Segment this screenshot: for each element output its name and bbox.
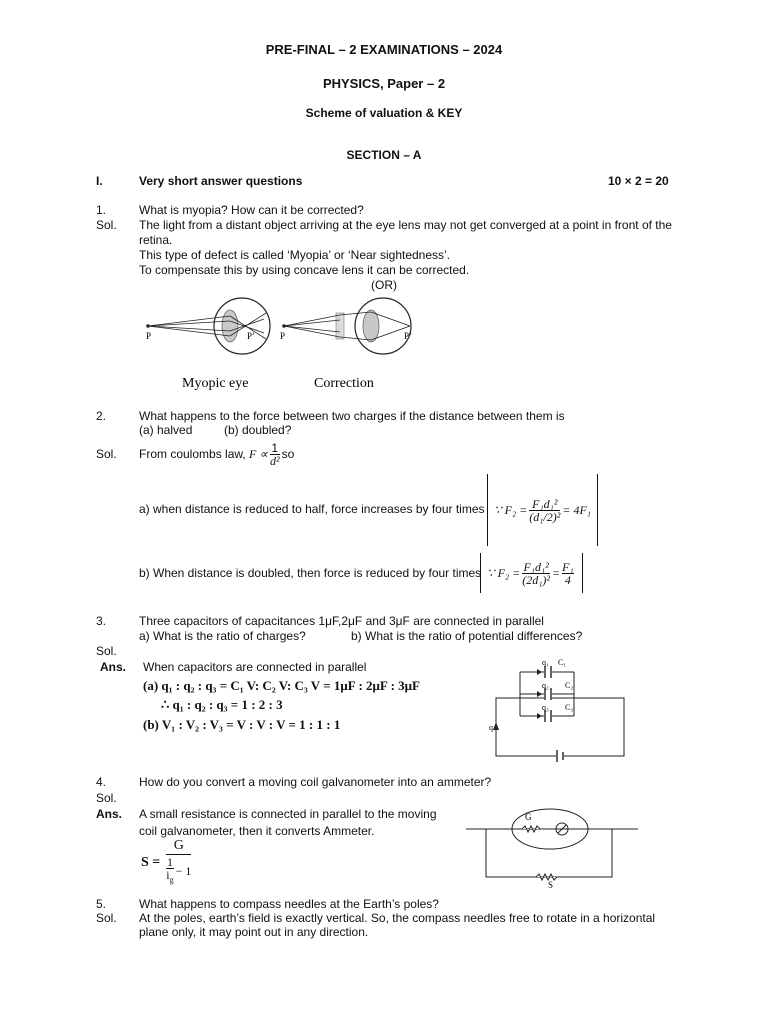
q4-ans-line: coil galvanometer, then it converts Ammeter. [139,824,375,838]
label-p: P [280,331,286,341]
q1-question: What is myopia? How can it be corrected? [139,203,364,217]
q2-equation-b: ∵ F₂ = $\frac{\text{F₁d₁²}}{\text{(2d₁)²}}$ = $\frac{\text{F₁}}{4}$ [480,553,583,593]
q4-shunt-formula: S = G $\frac{1}{i_g}$ − 1 [141,838,192,885]
q4-sol-label: Sol. [96,791,117,805]
q2-coulomb-law [139,439,294,469]
law-prefix: From coulombs law, [139,446,246,461]
q3-ans-intro: When capacitors are connected in parallel [143,660,367,674]
q5-question: What happens to compass needles at the Earth’s poles? [139,897,439,911]
label-q1: q₁ [542,658,549,667]
concave-lens [336,313,344,339]
q3-eq-ratio: ∴ q₁ : q₂ : q₃ = 1 : 2 : 3 [161,697,283,712]
q3-sub-b: b) What is the ratio of potential differences? [351,629,583,643]
label-s: S [548,880,554,890]
q1-answer-line: This type of defect is called ‘Myopia’ or ‘Near sightedness’. [139,248,451,262]
label-q2: q₂ [542,681,549,690]
caption-correction: Correction [314,376,374,391]
q4-ans-line: A small resistance is connected in parallel to the moving [139,807,437,821]
q1-sol-label: Sol. [96,218,117,232]
q2-number: 2. [96,409,107,423]
law-fraction: $\frac{1}{\text{d²}}$ [269,440,280,468]
q2-question: What happens to the force between two charges if the distance between them is [139,409,565,423]
q3-question: Three capacitors of capacitances 1μF,2μF and 3μF are connected in parallel [139,614,544,628]
q3-eq-charges: (a) q₁ : q₂ : q₃ = C₁ V: C₂ V: C₃ V = 1μF : 2μF : 3μF [143,678,420,693]
q5-answer-line: plane only, it may point out in any direction. [139,925,369,939]
q2-option-a: (a) halved [139,423,193,437]
correction-diagram [280,298,412,354]
law-suffix: so [281,446,295,461]
q1-answer-line: To compensate this by using concave lens it can be corrected. [139,263,470,277]
outer-loop [496,698,624,756]
paper-subject: PHYSICS, Paper – 2 [322,76,446,91]
myopia-figure [138,295,420,395]
q2-option-b: (b) doubled? [224,423,292,437]
q1-answer-line: retina. [139,233,173,247]
q4-ans-label: Ans. [96,807,123,821]
eye-lens [363,310,379,342]
label-p-image: P’ [404,331,413,341]
shunt-resistance [536,874,557,880]
scheme-title: Scheme of valuation & KEY [305,106,463,120]
marks-scheme: 10 × 2 = 20 [608,174,669,188]
q3-eq-voltages: (b) V₁ : V₂ : V₃ = V : V : V = 1 : 1 : 1 [143,717,341,732]
q3-ans-label: Ans. [100,660,127,674]
q1-number: 1. [96,203,107,217]
label-q3: q₃ [542,703,549,712]
caption-myopic-eye: Myopic eye [182,376,249,391]
label-c1: C₁ [558,658,567,667]
galvanometer-circuit [464,805,640,889]
q5-answer-line: At the poles, earth’s field is exactly vertical. So, the compass needles free to rotate in a horizontal [139,911,656,925]
q3-sol-label: Sol. [96,644,117,658]
q5-number: 5. [96,897,107,911]
q4-number: 4. [96,775,107,789]
label-p-image: P’ [247,331,256,341]
part-title: Very short answer questions [139,174,303,188]
label-q: q [489,723,493,732]
q2-sol-label: Sol. [96,447,117,461]
label-c3: C₃ [565,703,574,712]
q2-part-a: a) when distance is reduced to half, force increases by four times [139,502,485,516]
q1-or: (OR) [371,278,397,292]
galvanometer-resistance [522,826,540,832]
q2-equation-a: ∵ F₂ = $\frac{\text{F₁d₁²}}{\text{(d₁/2)²}}$ = 4F₁ [487,474,598,546]
shunt-branch [486,829,612,877]
myopic-eye-diagram [146,298,270,354]
label-g: G [525,812,532,822]
label-p: P [146,331,152,341]
law-lhs: F ∝ [249,446,268,461]
q3-number: 3. [96,614,107,628]
q4-question: How do you convert a moving coil galvanometer into an ammeter? [139,775,492,789]
eye-lens [222,310,238,342]
q1-answer-line: The light from a distant object arriving at the eye lens may not get converged at a point in front of the [139,218,672,232]
q2-part-b: b) When distance is doubled, then force is reduced by four times [139,566,482,580]
q3-sub-a: a) What is the ratio of charges? [139,629,306,643]
capacitor-circuit [489,658,632,762]
q5-sol-label: Sol. [96,911,117,925]
exam-title: PRE-FINAL – 2 EXAMINATIONS – 2024 [265,42,503,57]
label-c2: C₂ [565,681,574,690]
part-number: I. [96,174,103,188]
section-title: SECTION – A [346,148,422,162]
